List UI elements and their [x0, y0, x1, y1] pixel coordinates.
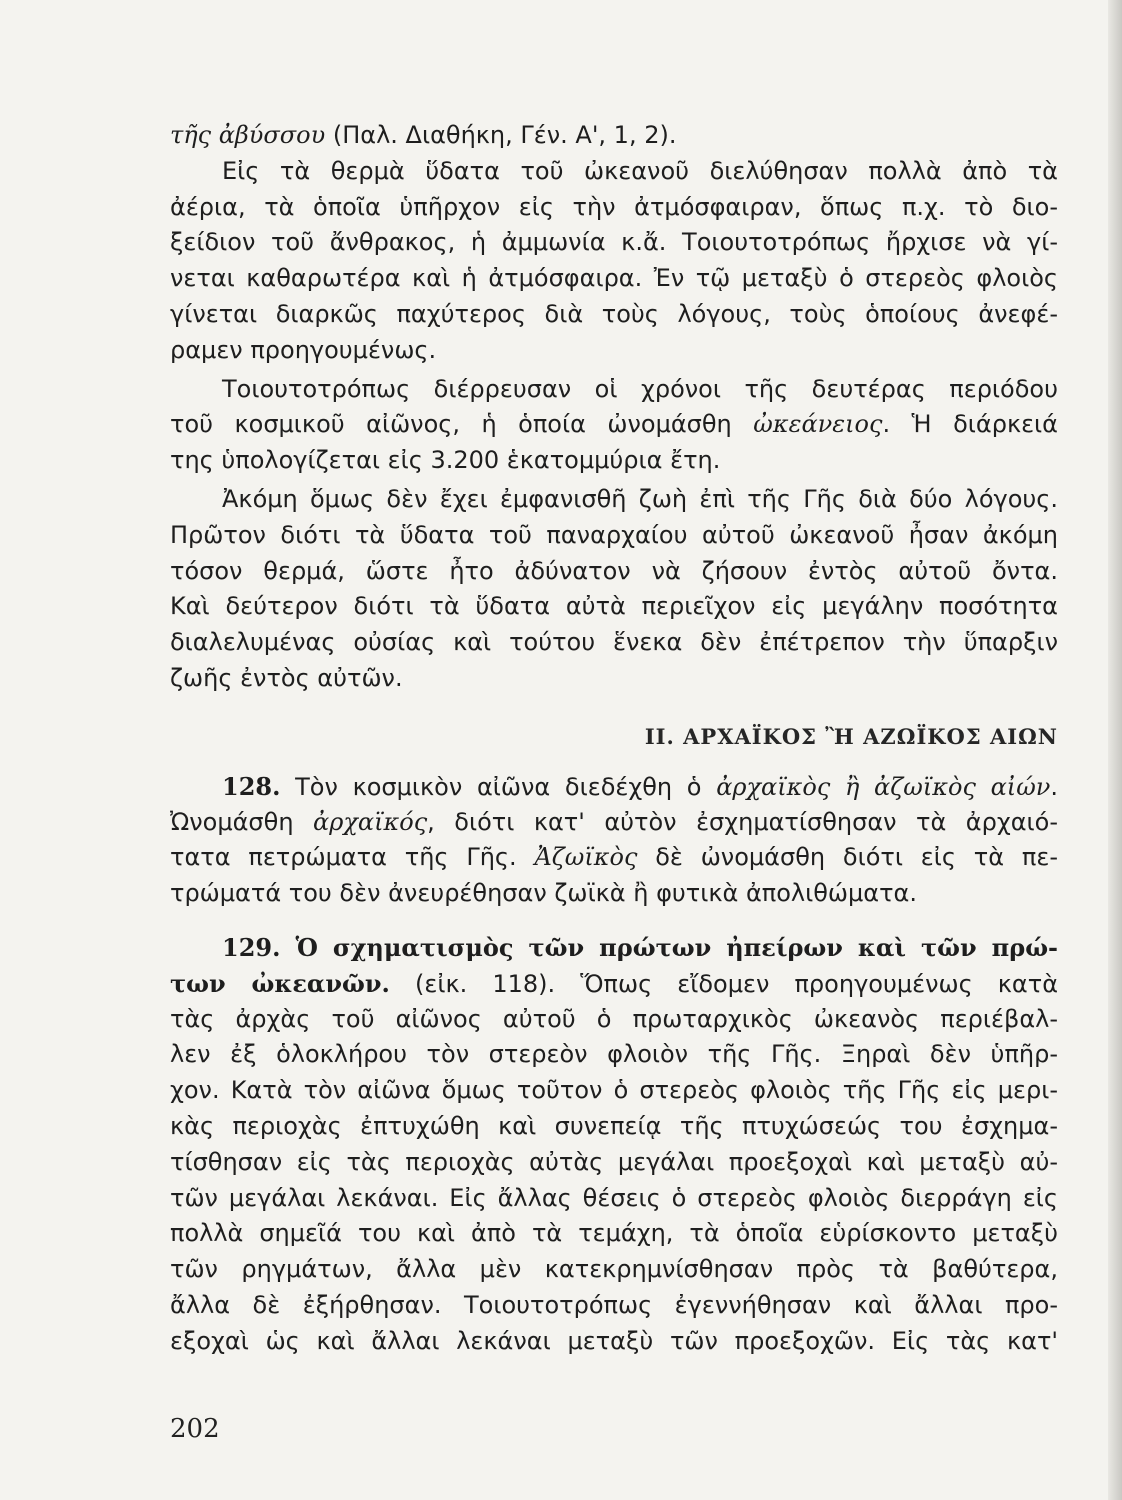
text-span: (Παλ. Διαθήκη, Γέν. Α', 1, 2).	[325, 121, 677, 149]
text-line: πολλὰ σημεῖά του καὶ ἀπὸ τὰ τεμάχη, τὰ ὁποῖα εὑρίσκοντο μεταξὺ	[170, 1219, 1058, 1248]
text-line: διαλελυμένας οὐσίας καὶ τούτου ἕνεκα δὲν ἐπέτρεπον τὴν ὕπαρξιν	[170, 628, 1058, 657]
text-line: της ὑπολογίζεται εἰς 3.200 ἑκατομμύρια ἔτη.	[170, 446, 721, 475]
bold-heading: των ὠκεανῶν.	[170, 968, 390, 998]
text-line: Ἀκόμη ὅμως δὲν ἔχει ἐμφανισθῆ ζωὴ ἐπὶ τῆς Γῆς διὰ δύο λόγους.	[222, 484, 1058, 513]
paragraph-1	[170, 118, 1058, 369]
text-line: τίσθησαν εἰς τὰς περιοχὰς αὐτὰς μεγάλαι προεξοχαὶ καὶ μεταξὺ αὐ-	[170, 1147, 1058, 1176]
text-span: , διότι κατ' αὐτὸν ἐσχηματίσθησαν τὰ ἀρχαιό-	[427, 807, 1059, 836]
italic-term: ἀρχαϊκὸς ἢ ἀζωϊκὸς αἰών	[716, 772, 1051, 801]
section-heading: II. ΑΡΧΑΪΚΟΣ Ἢ ΑΖΩΪΚΟΣ ΑΙΩΝ	[644, 723, 1058, 749]
text-line	[170, 930, 1058, 966]
text-line: Τοιουτοτρόπως διέρρευσαν οἱ χρόνοι τῆς δευτέρας περιόδου	[222, 374, 1058, 403]
text-line: γίνεται διαρκῶς παχύτερος διὰ τοὺς λόγους, τοὺς ὁποίους ἀνεφέ-	[170, 299, 1058, 328]
text-span: τοῦ κοσμικοῦ αἰῶνος, ἡ ὁποία ὠνομάσθη	[170, 410, 754, 439]
text-line: ραμεν προηγουμένως.	[170, 335, 437, 364]
text-line	[170, 840, 1058, 876]
text-line: ἀέρια, τὰ ὁποῖα ὑπῆρχον εἰς τὴν ἀτμόσφαιραν, ὅπως π.χ. τὸ διο-	[170, 192, 1058, 221]
text-line: λεν ἐξ ὁλοκλήρου τὸν στερεὸν φλοιὸν τῆς Γῆς. Ξηραὶ δὲν ὑπῆρ-	[170, 1040, 1058, 1069]
text-line: ζωῆς ἐντὸς αὐτῶν.	[170, 663, 403, 692]
text-line: τρώματά του δὲν ἀνευρέθησαν ζωϊκὰ ἢ φυτικὰ ἀπολιθώματα.	[170, 879, 917, 908]
text-line: τῶν ρηγμάτων, ἄλλα μὲν κατεκρημνίσθησαν πρὸς τὰ βαθύτερα,	[170, 1255, 1058, 1284]
text-span: δὲ ὠνομάσθη διότι εἰς τὰ πε-	[637, 843, 1058, 872]
text-line: χον. Κατὰ τὸν αἰῶνα ὅμως τοῦτον ὁ στερεὸς φλοιὸς τῆς Γῆς εἰς μερι-	[170, 1076, 1058, 1105]
text-line: νεται καθαρωτέρα καὶ ἡ ἀτμόσφαιρα. Ἐν τῷ μεταξὺ ὁ στερεὸς φλοιὸς	[170, 264, 1058, 293]
paragraph-3	[170, 482, 1058, 697]
text-line: ξείδιον τοῦ ἄνθρακος, ἡ ἀμμωνία κ.ἄ. Τοιουτοτρόπως ἤρχισε νὰ γί-	[170, 228, 1058, 257]
bold-heading: Ὁ σχηματισμὸς τῶν πρώτων ἠπείρων καὶ τῶν πρώ-	[280, 932, 1058, 962]
text-span: . Ἡ διάρκειά	[882, 410, 1058, 439]
text-span: τατα πετρώματα τῆς Γῆς.	[170, 843, 535, 872]
text-line: τῶν μεγάλαι λεκάναι. Εἰς ἄλλας θέσεις ὁ στερεὸς φλοιὸς διερράγη εἰς	[170, 1183, 1058, 1212]
text-line	[170, 407, 1058, 443]
text-line: ἄλλα δὲ ἐξήρθησαν. Τοιουτοτρόπως ἐγεννήθησαν καὶ ἄλλαι προ-	[170, 1290, 1058, 1319]
text-line: Πρῶτον διότι τὰ ὕδατα τοῦ παναρχαίου αὐτοῦ ὠκεανοῦ ἦσαν ἀκόμη	[170, 520, 1058, 549]
text-line	[170, 769, 1058, 805]
text-span: .	[1050, 772, 1058, 801]
paragraph-number: 128.	[222, 771, 281, 801]
text-line	[170, 118, 1058, 154]
text-line	[170, 805, 1058, 841]
page-number: 202	[170, 1414, 220, 1444]
text-line: κὰς περιοχὰς ἐπτυχώθη καὶ συνεπείᾳ τῆς πτυχώσεώς του ἐσχημα-	[170, 1111, 1058, 1140]
italic-phrase: τῆς ἀβύσσου	[170, 121, 326, 149]
text-line: τὰς ἀρχὰς τοῦ αἰῶνος αὐτοῦ ὁ πρωταρχικὸς ὠκεανὸς περιέβαλ-	[170, 1004, 1058, 1033]
text-line: τόσον θερμά, ὥστε ἦτο ἀδύνατον νὰ ζήσουν ἐντὸς αὐτοῦ ὄντα.	[170, 556, 1058, 585]
text-span: Ὠνομάσθη	[170, 807, 314, 836]
text-line	[170, 966, 1058, 1002]
italic-term: ἀρχαϊκός	[313, 807, 428, 836]
text-span: Τὸν κοσμικὸν αἰῶνα διεδέχθη ὁ	[280, 772, 717, 801]
text-line: εξοχαὶ ὡς καὶ ἄλλαι λεκάναι μεταξὺ τῶν προεξοχῶν. Εἰς τὰς κατ'	[170, 1326, 1058, 1355]
page-edge-shadow	[1108, 0, 1122, 1500]
paragraph-number: 129.	[222, 932, 281, 962]
paragraph-128	[170, 769, 1058, 912]
text-line: Εἰς τὰ θερμὰ ὕδατα τοῦ ὠκεανοῦ διελύθησαν πολλὰ ἀπὸ τὰ	[222, 156, 1058, 185]
paragraph-129	[170, 930, 1058, 1360]
paragraph-2	[170, 372, 1058, 479]
italic-term: ὠκεάνειος	[753, 410, 883, 439]
italic-term: Ἀζωϊκὸς	[534, 843, 638, 872]
page-body	[170, 118, 1058, 1360]
text-line: Καὶ δεύτερον διότι τὰ ὕδατα αὐτὰ περιεῖχον εἰς μεγάλην ποσότητα	[170, 592, 1058, 621]
text-span: (εἰκ. 118). Ὅπως εἴδομεν προηγουμένως κατὰ	[389, 969, 1059, 998]
